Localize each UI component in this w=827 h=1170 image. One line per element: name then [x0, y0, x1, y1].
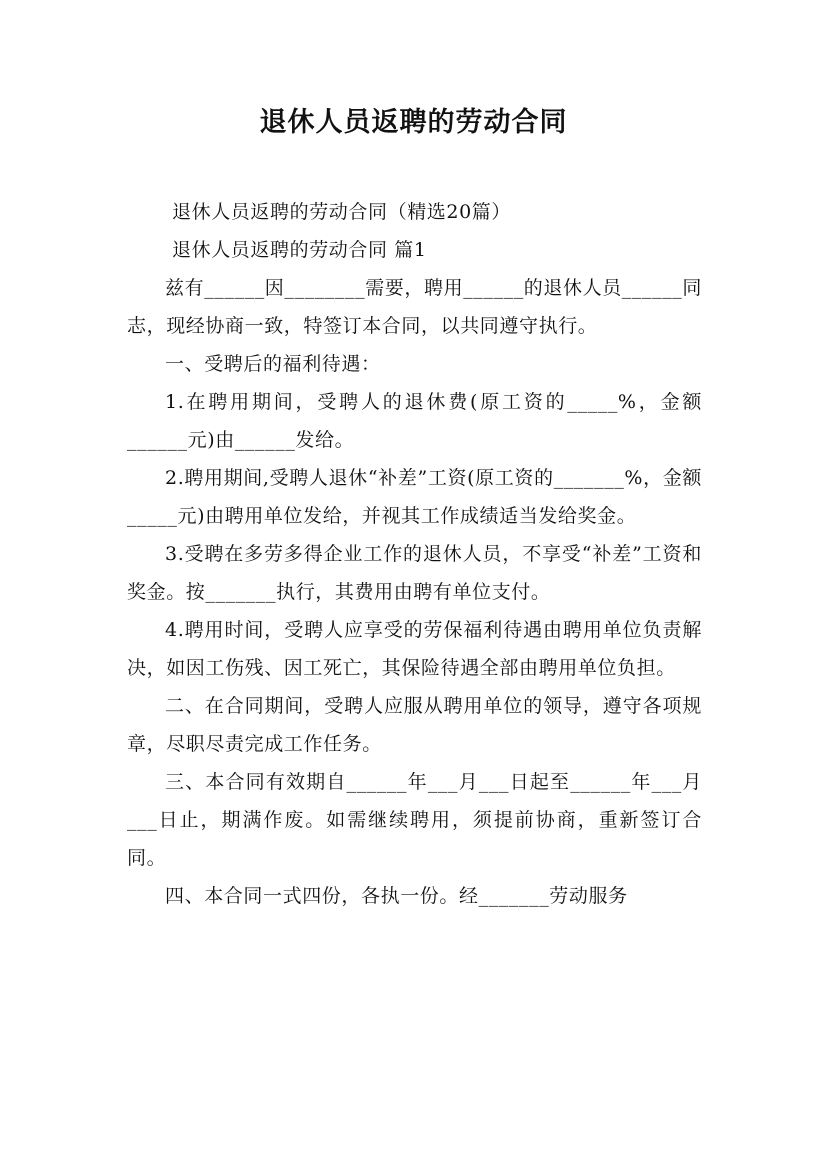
paragraph-clause-3: 3.受聘在多劳多得企业工作的退休人员，不享受“补差”工资和奖金。按_______执行，其费用由聘有单位支付。 — [127, 543, 702, 603]
document-subtitle: 退休人员返聘的劳动合同（精选20篇） — [172, 201, 511, 223]
paragraph-clause-4: 4.聘用时间，受聘人应享受的劳保福利待遇由聘用单位负责解决，如因工伤残、因工死亡，其保险待遇全部由聘用单位负担。 — [127, 619, 702, 679]
contract-body — [127, 269, 702, 915]
paragraph-clause-2: 2.聘用期间,受聘人退休“补差”工资(原工资的_______%，金额_____元)由聘用单位发给，并视其工作成绩适当发给奖金。 — [127, 467, 702, 527]
paragraph-intro: 兹有______因________需要，聘用______的退休人员______同志，现经协商一致，特签订本合同，以共同遵守执行。 — [127, 277, 703, 337]
paragraph-welfare-heading: 一、受聘后的福利待遇： — [165, 353, 381, 375]
document-title: 退休人员返聘的劳动合同 — [259, 107, 568, 138]
paragraph-section-4: 四、本合同一式四份，各执一份。经_______劳动服务 — [165, 885, 628, 907]
section-heading: 退休人员返聘的劳动合同 篇1 — [172, 239, 427, 261]
paragraph-section-3: 三、本合同有效期自______年___月___日起至______年___月___日止，期满作废。如需继续聘用，须提前协商，重新签订合同。 — [127, 771, 702, 869]
paragraph-clause-1: 1.在聘用期间，受聘人的退休费(原工资的_____%，金额______元)由______发给。 — [127, 391, 702, 451]
paragraph-section-2: 二、在合同期间，受聘人应服从聘用单位的领导，遵守各项规章，尽职尽责完成工作任务。 — [127, 695, 702, 755]
